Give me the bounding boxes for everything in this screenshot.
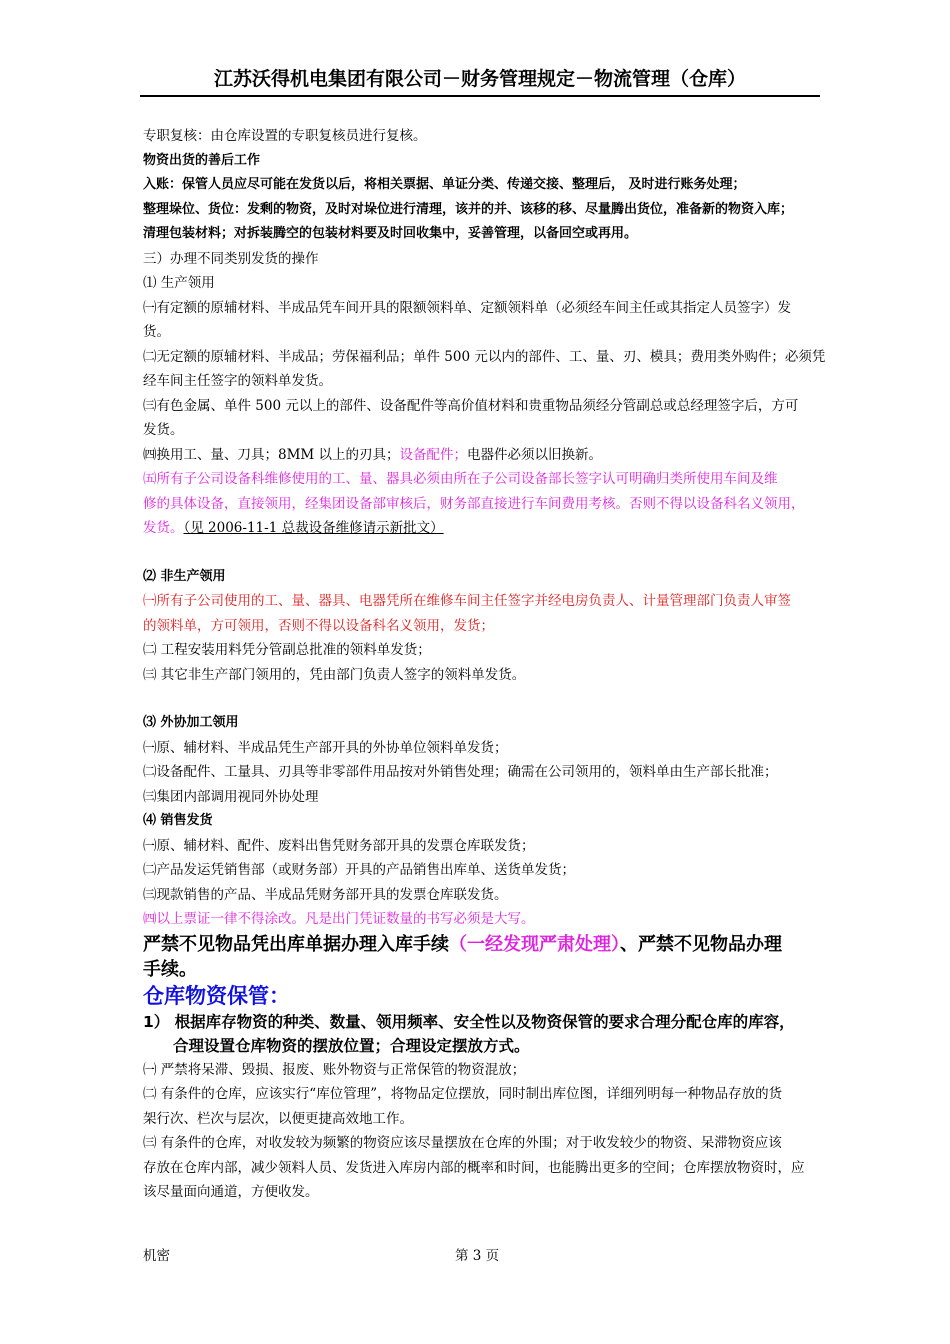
line-outsourced-materials: ㈠原、辅材料、半成品凭生产部开具的外协单位领料单发货； [143,739,508,756]
line-high-value: ㈢有色金属、单件 500 元以上的部件、设备配件等高价值材料和贵重物品须经分管副总或总经理签字后，方可 [143,397,799,414]
line-installation: ㈡ 工程安装用料凭分管副总批准的领料单发货； [143,642,431,658]
heading-sales: ⑷ 销售发货 [143,813,213,828]
heading-production-use: ⑴ 生产领用 [143,275,215,291]
heading-section-three: 三）办理不同类别发货的操作 [143,250,319,267]
equipment-parts-highlight: 设备配件； [399,446,468,463]
line-frequent-items-cont: 存放在仓库内部，减少领料人员、发货进入库房内部的概率和时间，也能腾出更多的空间；仓库摆放物资时，应 [143,1159,805,1176]
tool-exchange-tail: 电器件必须以旧换新。 [467,446,603,463]
line-location-management-cont: 架行次、栏次与层次，以便更捷高效地工作。 [143,1110,413,1127]
prohibition-tail: 、严禁不见物品办理 [620,933,782,955]
line-no-mixing: ㈠ 严禁将呆滞、毁损、报废、账外物资与正常保管的物资混放； [143,1061,526,1078]
document-header-title: 江苏沃得机电集团有限公司－财务管理规定－物流管理（仓库） [140,64,820,97]
maintenance-issue-text: 发货。 [143,520,184,536]
line-storage-allocation-cont: 合理设置仓库物资的摆放位置；合理设定摆放方式。 [173,1036,530,1055]
line-strict-prohibition [143,932,827,957]
line-no-alteration: ㈣以上票证一律不得涂改。凡是出门凭证数量的书写必须是大写。 [143,911,535,927]
line-maintenance-rule-cont: 修的具体设备，直接领用，经集团设备部审核后，财务部直接进行车间费用考核。否则不得以设备科名义领用， [143,495,805,512]
line-non-quota: ㈡无定额的原辅材料、半成品；劳保福利品；单件 500 元以内的部件、工、量、刃、模具；费用类外购件；必须凭 [143,348,826,365]
line-quota-materials-cont: 货。 [143,324,170,340]
line-other-departments: ㈢ 其它非生产部门领用的，凭由部门负责人签字的领料单发货。 [143,666,526,683]
document-body [143,124,827,1205]
line-non-quota-cont: 经车间主任签字的领料单发货。 [143,373,332,389]
prohibition-text: 严禁不见物品凭出库单据办理入库手续 [143,933,449,955]
footer-page-number: 第 3 页 [455,1248,500,1264]
line-frequent-items-end: 该尽量面向通道，方便收发。 [143,1184,319,1200]
prohibition-warning: （一经发现严肃处理） [449,933,620,955]
heading-outsourced: ⑶ 外协加工领用 [143,715,239,730]
line-tidy-slots: 整理垛位、货位：发剩的物资，及时对垛位进行清理，该并的并、该移的移、尽量腾出货位，准备新的物资入库； [143,201,794,217]
footer-confidential: 机密 [143,1248,170,1264]
line-subsidiary-tools: ㈠所有子公司使用的工、量、器具、电器凭所在维修车间主任签字并经电房负责人、计量管理部门负责人审签 [143,593,791,609]
line-posting: 入账：保管人员应尽可能在发货以后，将相关票据、单证分类、传递交接、整理后， 及时进行账务处理； [143,177,746,192]
line-packaging: 清理包装材料；对拆装腾空的包装材料要及时回收集中，妥善管理，以备回空或再用。 [143,226,638,241]
line-cash-sales: ㈢现款销售的产品、半成品凭财务部开具的发票仓库联发货。 [143,886,508,903]
line-internal-transfer: ㈢集团内部调用视同外协处理 [143,788,319,805]
tool-exchange-text: ㈣换用工、量、刀具；8MM 以上的刃具； [143,446,400,463]
heading-non-production: ⑵ 非生产领用 [143,568,226,584]
heading-warehouse-storage: 仓库物资保管： [143,983,290,1008]
line-storage-allocation: 1） 根据库存物资的种类、数量、领用频率、安全性以及物资保管的要求合理分配仓库的库容， [143,1012,795,1031]
line-subsidiary-tools-cont: 的领料单，方可领用，否则不得以设备科名义领用，发货； [143,617,494,634]
heading-aftercare: 物资出货的善后工作 [143,152,261,168]
line-maintenance-rule-end [143,516,827,541]
line-frequent-items: ㈢ 有条件的仓库，对收发较为频繁的物资应该尽量摆放在仓库的外围；对于收发较少的物资、呆滞物资应该 [143,1135,782,1151]
line-strict-prohibition-cont: 手续。 [143,958,197,980]
line-location-management: ㈡ 有条件的仓库，应该实行“库位管理”，将物品定位摆放，同时制出库位图，详细列明每一种物品存放的货 [143,1086,783,1102]
line-high-value-cont: 发货。 [143,422,184,438]
line-review: 专职复核：由仓库设置的专职复核员进行复核。 [143,128,427,144]
line-sales-products: ㈡产品发运凭销售部（或财务部）开具的产品销售出库单、送货单发货； [143,862,575,878]
line-sales-materials: ㈠原、辅材料、配件、废料出售凭财务部开具的发票仓库联发货； [143,837,535,854]
line-maintenance-rule: ㈤所有子公司设备科维修使用的工、量、器具必须由所在子公司设备部长签字认可明确归类所使用车间及维 [143,471,778,487]
line-outsourced-parts: ㈡设备配件、工量具、刃具等非零部件用品按对外销售处理；确需在公司领用的，领料单由生产部长批准； [143,764,778,780]
approval-reference: （见 2006-11-1 总裁设备维修请示新批文） [183,520,444,536]
line-quota-materials: ㈠有定额的原辅材料、半成品凭车间开具的限额领料单、定额领料单（必须经车间主任或其指定人员签字）发 [143,299,791,316]
line-tool-exchange [143,443,827,468]
